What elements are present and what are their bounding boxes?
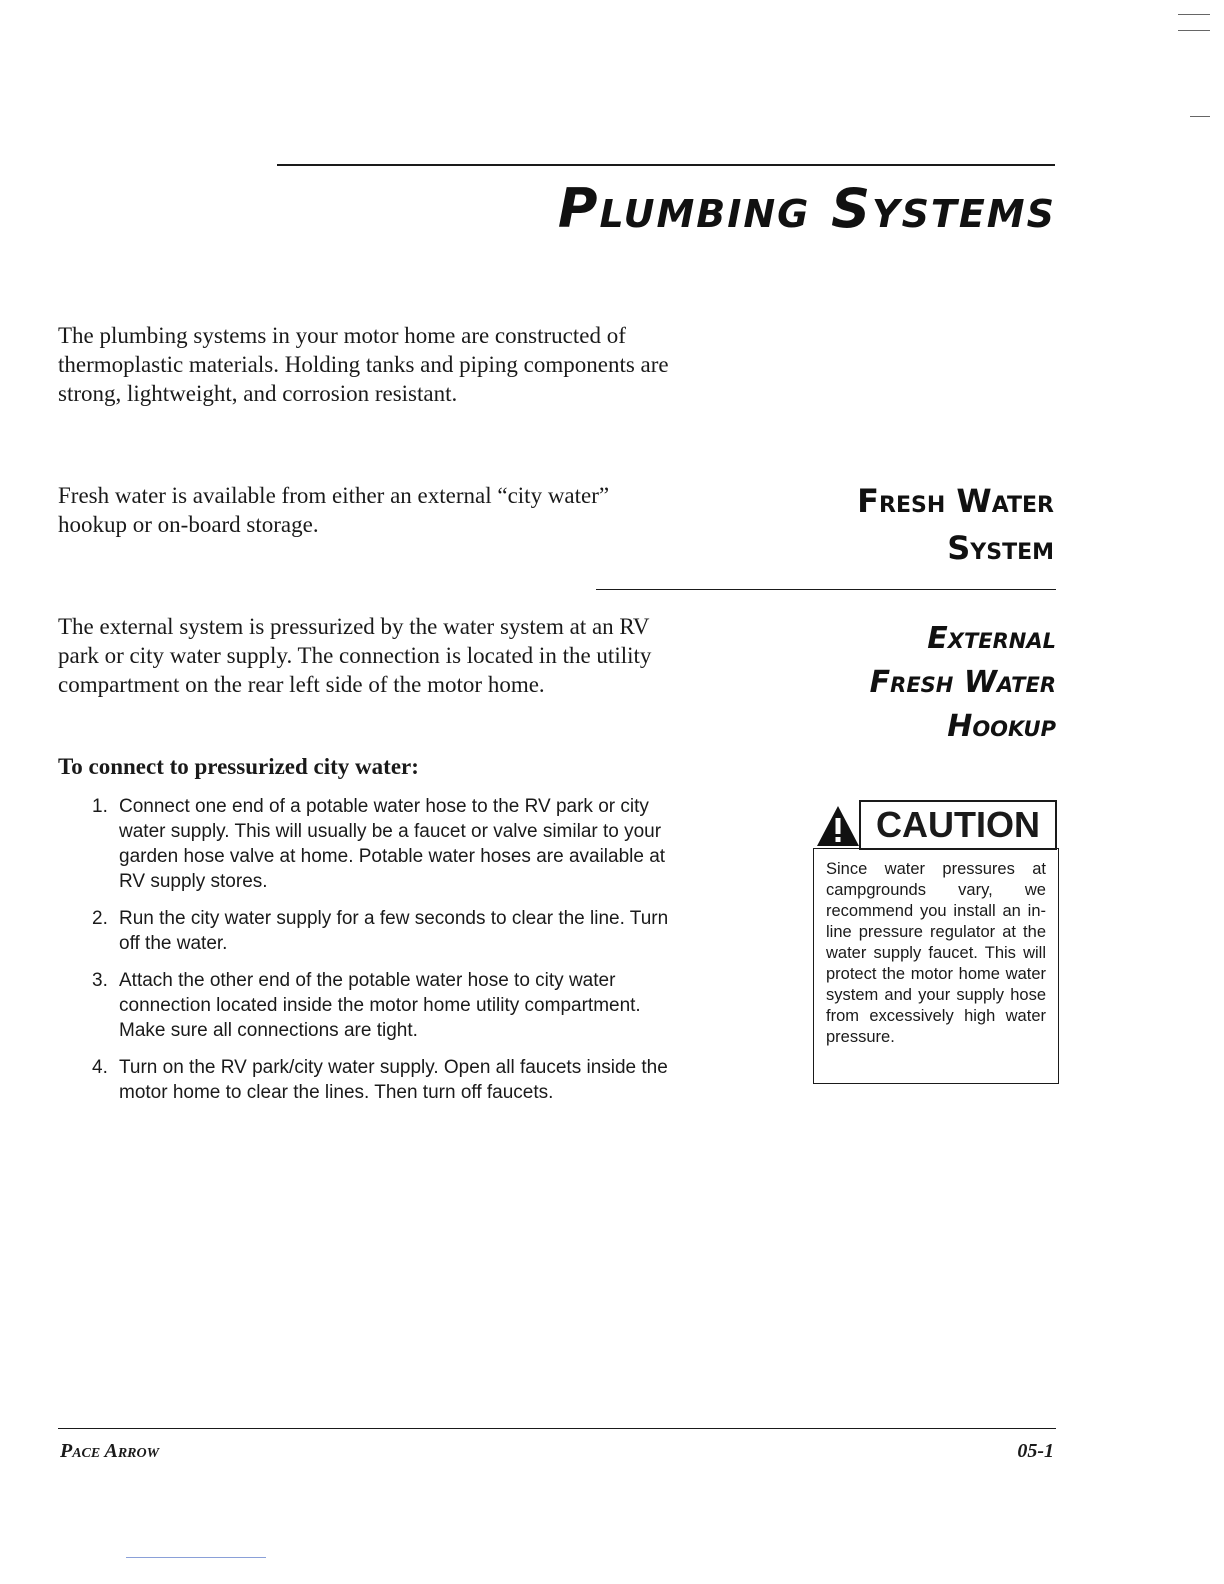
- external-hookup-heading: [870, 617, 1056, 749]
- scan-mark: [1178, 14, 1210, 15]
- footer-rule: [58, 1428, 1056, 1429]
- warning-triangle-icon: [815, 804, 861, 848]
- fresh-water-heading: [857, 478, 1054, 572]
- section-rule: [596, 589, 1056, 590]
- fresh-water-heading-line2: System: [947, 529, 1054, 567]
- step-number: 3.: [92, 970, 108, 991]
- list-item: [92, 968, 692, 1043]
- scan-mark: [126, 1557, 266, 1558]
- caution-header: [813, 800, 1057, 850]
- caution-label: CAUTION: [859, 800, 1057, 850]
- step-number: 1.: [92, 796, 108, 817]
- page-number: 05-1: [1017, 1440, 1054, 1462]
- external-hookup-paragraph: The external system is pressurized by the water system at an RV park or city water supply. The connection is located in the utility compartment on the rear left side of the motor home.: [58, 614, 652, 697]
- external-hookup-heading-line1: External: [927, 621, 1056, 656]
- caution-text: Since water pressures at campgrounds vary, we recommend you install an in-line pressure regulator at the water supply faucet. This will protect the motor home water system and your supply hose from excessively high water pressure.: [813, 848, 1059, 1084]
- list-item: [92, 906, 692, 956]
- intro-paragraph: The plumbing systems in your motor home are constructed of thermoplastic materials. Holding tanks and piping components are strong, lightweight, and corrosion resistant.: [58, 323, 669, 406]
- scan-mark: [1190, 116, 1210, 117]
- title-rule: [277, 164, 1055, 166]
- list-item: [92, 1055, 692, 1105]
- scan-mark: [1178, 30, 1210, 31]
- external-hookup-heading-line3: Hookup: [947, 709, 1056, 744]
- step-text: Attach the other end of the potable water hose to city water connection located inside the motor home utility compartment. Make sure all connections are tight.: [119, 970, 641, 1041]
- fresh-water-heading-line1: Fresh Water: [857, 482, 1054, 520]
- step-number: 4.: [92, 1057, 108, 1078]
- step-text: Turn on the RV park/city water supply. Open all faucets inside the motor home to clear the lines. Then turn off faucets.: [119, 1057, 668, 1103]
- step-text: Connect one end of a potable water hose to the RV park or city water supply. This will usually be a faucet or valve similar to your garden hose valve at home. Potable water hoses are available at RV supply stores.: [119, 796, 666, 892]
- step-text: Run the city water supply for a few seconds to clear the line. Turn off the water.: [119, 908, 669, 954]
- steps-title: To connect to pressurized city water:: [58, 754, 419, 779]
- footer-product-name: Pace Arrow: [60, 1440, 160, 1462]
- external-hookup-heading-line2: Fresh Water: [869, 665, 1056, 700]
- step-number: 2.: [92, 908, 108, 929]
- page-title: Plumbing Systems: [557, 177, 1056, 240]
- list-item: [92, 794, 692, 894]
- steps-list: [92, 794, 692, 1117]
- caution-box: [813, 800, 1057, 1084]
- fresh-water-paragraph: Fresh water is available from either an external “city water” hookup or on-board storage.: [58, 483, 610, 537]
